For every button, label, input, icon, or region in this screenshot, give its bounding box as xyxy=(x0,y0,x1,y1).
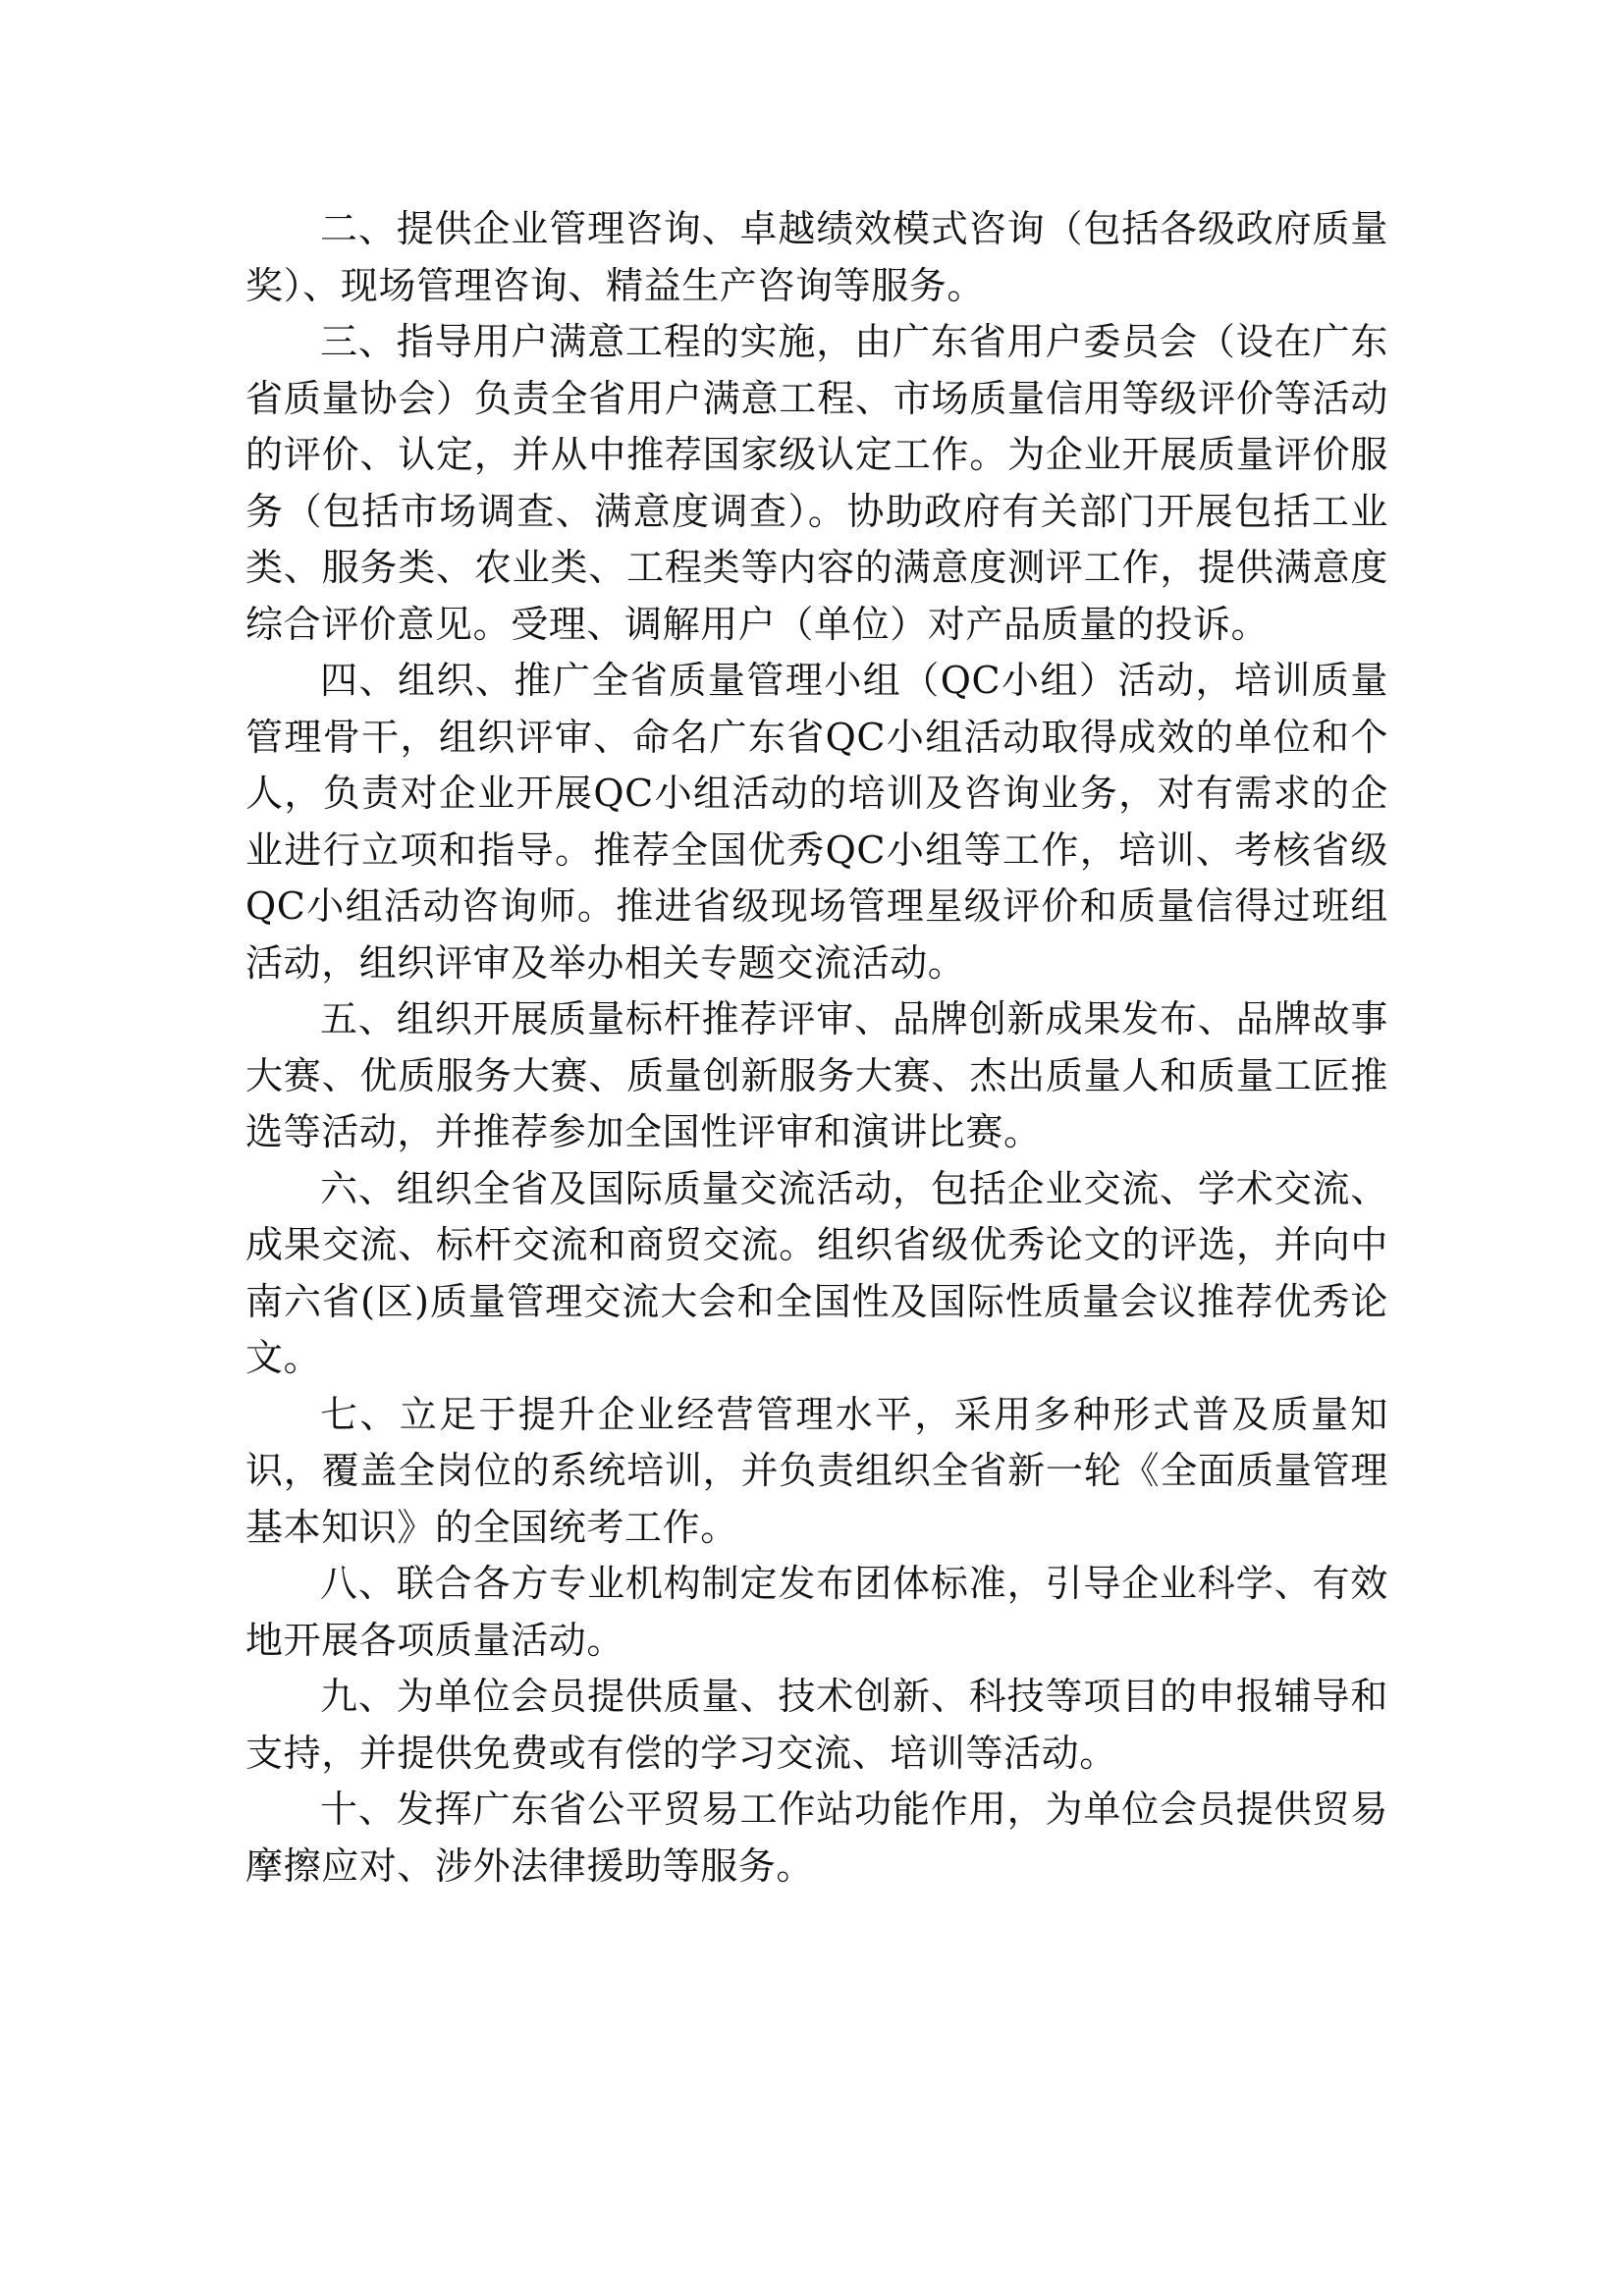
paragraph-6: 六、组织全省及国际质量交流活动，包括企业交流、学术交流、成果交流、标杆交流和商贸交流。组织省级优秀论文的评选，并向中南六省(区)质量管理交流大会和全国性及国际性质量会议推荐优秀论文。 xyxy=(245,1166,1388,1379)
paragraph-7: 七、立足于提升企业经营管理水平，采用多种形式普及质量知识，覆盖全岗位的系统培训，并负责组织全省新一轮《全面质量管理基本知识》的全国统考工作。 xyxy=(245,1392,1388,1549)
paragraph-4: 四、组织、推广全省质量管理小组（QC小组）活动，培训质量管理骨干，组织评审、命名广东省QC小组活动取得成效的单位和个人，负责对企业开展QC小组活动的培训及咨询业务，对有需求的企业进行立项和指导。推荐全国优秀QC小组等工作，培训、考核省级QC小组活动咨询师。推进省级现场管理星级评价和质量信得过班组活动，组织评审及举办相关专题交流活动。 xyxy=(245,659,1388,985)
paragraph-8: 八、联合各方专业机构制定发布团体标准，引导企业科学、有效地开展各项质量活动。 xyxy=(245,1562,1388,1662)
paragraph-3: 三、指导用户满意工程的实施，由广东省用户委员会（设在广东省质量协会）负责全省用户满意工程、市场质量信用等级评价等活动的评价、认定，并从中推荐国家级认定工作。为企业开展质量评价服务（包括市场调查、满意度调查）。协助政府有关部门开展包括工业类、服务类、农业类、工程类等内容的满意度测评工作，提供满意度综合评价意见。受理、调解用户（单位）对产品质量的投诉。 xyxy=(245,320,1388,646)
paragraph-5: 五、组织开展质量标杆推荐评审、品牌创新成果发布、品牌故事大赛、优质服务大赛、质量创新服务大赛、杰出质量人和质量工匠推选等活动，并推荐参加全国性评审和演讲比赛。 xyxy=(245,997,1388,1153)
paragraph-10: 十、发挥广东省公平贸易工作站功能作用，为单位会员提供贸易摩擦应对、涉外法律援助等服务。 xyxy=(245,1788,1388,1888)
paragraph-2: 二、提供企业管理咨询、卓越绩效模式咨询（包括各级政府质量奖）、现场管理咨询、精益生产咨询等服务。 xyxy=(245,207,1388,307)
document-body xyxy=(245,201,1388,1895)
paragraph-9: 九、为单位会员提供质量、技术创新、科技等项目的申报辅导和支持，并提供免费或有偿的学习交流、培训等活动。 xyxy=(245,1675,1388,1775)
